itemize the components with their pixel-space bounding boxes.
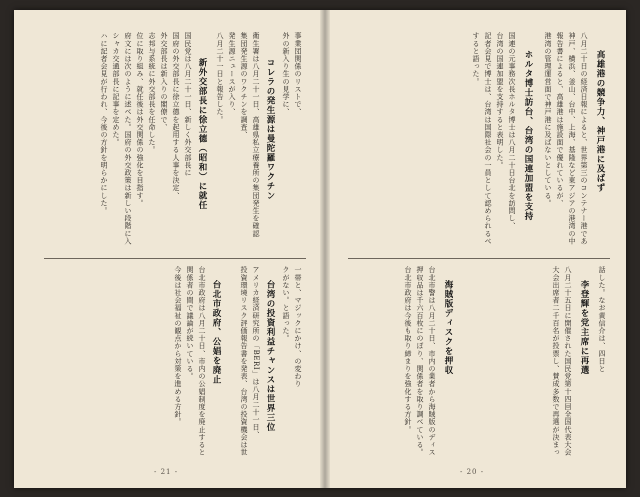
right-text-column: 台北市警は八月二十日、市内の業者から海賊版のディス xyxy=(428,266,436,456)
right-article-title: 高雄港の競争力、神戸港に及ばず xyxy=(595,50,605,193)
left-text-column: 台北市政府は八月二十日、市内の公娼制度を廃止すると xyxy=(198,266,206,456)
left-text-column: ハに記者会見が行われ、今後の方針を明らかにした。 xyxy=(100,32,108,215)
left-article-title: 新外交部長に徐立德（昭和）に就任 xyxy=(197,58,207,210)
left-text-column: シャカ交通部長に記事を定めた。 xyxy=(112,32,120,146)
right-article-title: ホルタ博士訪台、台湾の国連加盟を支持 xyxy=(523,50,533,221)
left-text-column: 外の新入り生の見学に、 xyxy=(282,32,290,116)
right-article-title: 海賊版ディスクを押収 xyxy=(443,280,453,375)
right-text-column: 八月二十五日に開催された国民党第十四回全国代表大会 xyxy=(564,266,572,456)
right-text-column: 報告書によると、高雄港は施設面で優れているが、 xyxy=(556,32,564,207)
right-text-column: 台湾の国連加盟を支持すると表明した。 xyxy=(496,32,504,169)
right-text-column: 押収品は千六百枚にのぼり、関係者を取り調べている。 xyxy=(416,266,424,456)
right-page-number: - 20 - xyxy=(460,468,485,476)
left-text-column: 府文には次のように述べた。国府の外交政策は新しい段階に入 xyxy=(124,32,132,245)
right-text-column: 大会出席者二千百名が投票し、賛成多数で再選が決まっ xyxy=(552,266,560,456)
right-page xyxy=(330,10,626,488)
right-text-column: 記者会見で博士は、台湾は国際社会の一員として認められるべ xyxy=(484,32,492,245)
left-text-column: 志邦与系統に外交部長を任命した。 xyxy=(148,32,156,154)
left-text-column: 投資環境リスク評価報告書を発表、台湾の投資機会は世 xyxy=(240,266,248,456)
left-text-column: 八月二十一日と報告した。 xyxy=(216,32,224,124)
left-text-column: 国府の外交部長に徐立德を起用する人事を決定、 xyxy=(172,32,180,200)
left-text-column: 衛生署は八月二十一日、高雄県私立療養所の集団発生を確認 xyxy=(252,32,260,238)
right-section-divider xyxy=(348,258,610,259)
right-text-column: 話した。なお黄信介は、四日と xyxy=(598,266,606,373)
left-text-column: 発生源ニュースが入り、 xyxy=(228,32,236,116)
book-spread xyxy=(14,10,626,488)
left-text-column: 外交部長は新入りの閣僚で、 xyxy=(160,32,168,131)
right-text-column: 八月二十日の経済日報によると、世界第三のコンテナー港であ xyxy=(580,32,588,245)
left-text-column: クがない。と語った。 xyxy=(282,266,290,342)
left-text-column: 関係者の間で議論が続いている。 xyxy=(186,266,194,380)
left-article-title: 台北市政府、公娼を廃止 xyxy=(211,280,221,385)
left-article-title: コレラの発生源は曼陀羅ワクチン xyxy=(265,58,275,201)
right-text-column: 港湾の管理運営面で神戸港に及ばないとしている。 xyxy=(544,32,552,207)
book-gutter xyxy=(320,10,330,488)
right-article-title: 李登輝を党主席に再選 xyxy=(579,280,589,375)
right-text-column: 国連の元事務次長ホルタ博士は八月二十日台北を訪問し、 xyxy=(508,32,516,230)
left-text-column: 一帯と、マジックにかけ、の変わり xyxy=(294,266,302,388)
left-text-column: 位に取り組み、就任後は外交関係の強化を目指す。 xyxy=(136,32,144,207)
left-page-number: - 21 - xyxy=(154,468,179,476)
left-text-column: 国民党は八月二十一日、新しく外交部長に xyxy=(184,32,192,177)
left-text-column: 事業団関係のリストで、 xyxy=(294,32,302,116)
left-text-column: 今後は社会福祉の観点から対策を進める方針。 xyxy=(174,266,182,426)
right-text-column: 台北市政府は今後も取り締まりを強化する方針。 xyxy=(404,266,412,434)
right-text-column: すると語った。 xyxy=(472,32,480,86)
left-article-title: 台湾の投資利益チャンスは世界三位 xyxy=(265,280,275,432)
left-section-divider xyxy=(44,258,306,259)
left-text-column: アメリカ経済研究所の「BERI」は八月二十一日、 xyxy=(252,266,260,439)
left-page xyxy=(14,10,320,488)
left-text-column: 集団発生源のワクチンを調査、 xyxy=(240,32,248,139)
right-text-column: 神戸、横浜、釜山、台中、上海、基隆など東アジアの港湾の中 xyxy=(568,32,576,245)
